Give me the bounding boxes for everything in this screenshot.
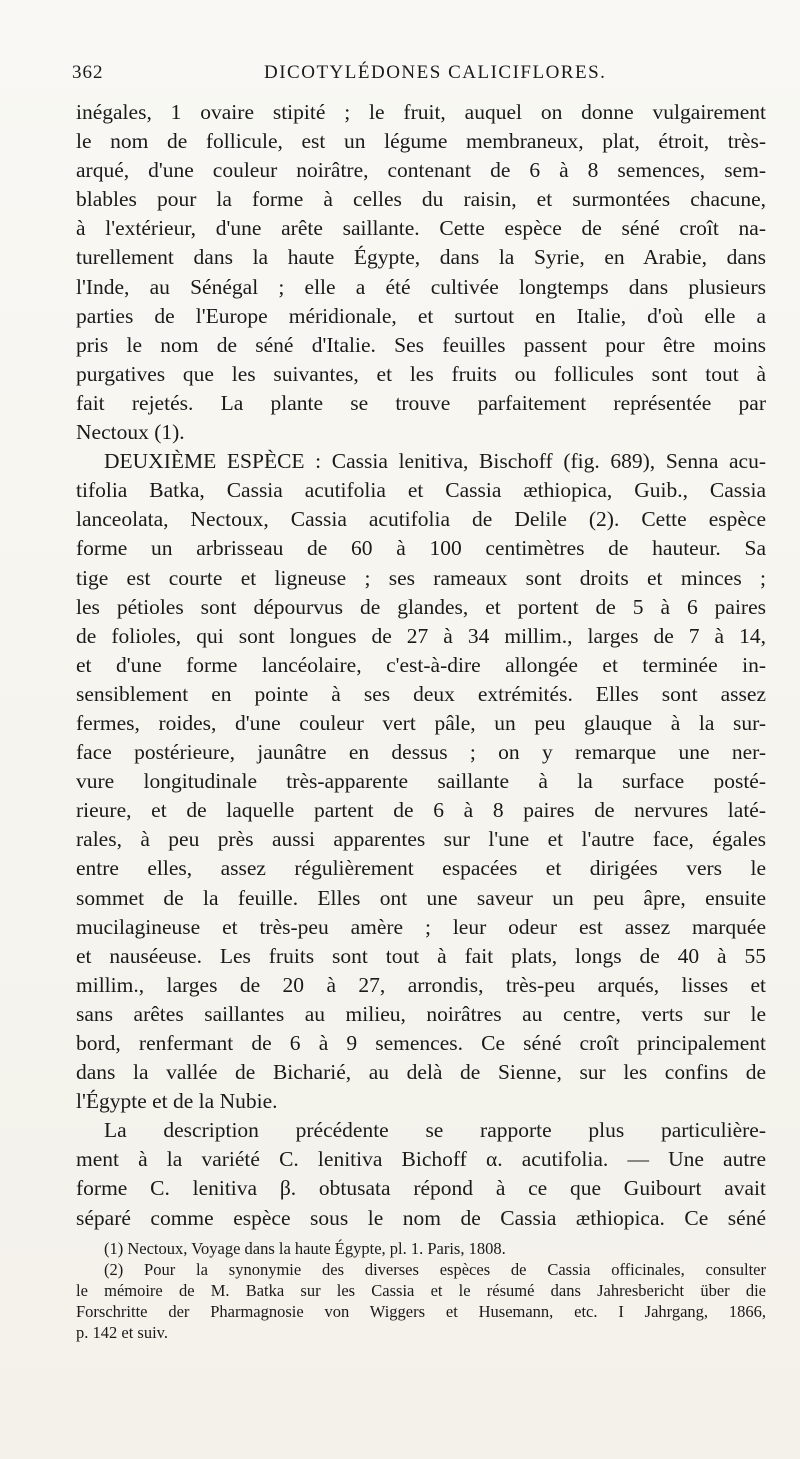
text-line: dans la vallée de Bicharié, au delà de Sienne, sur les confins de <box>76 1060 766 1085</box>
text-line: l'Inde, au Sénégal ; elle a été cultivée longtemps dans plusieurs <box>76 274 766 299</box>
text-line: bord, renfermant de 6 à 9 semences. Ce séné croît principalement <box>76 1031 766 1055</box>
text-line: l'Égypte et de la Nubie. <box>76 1089 278 1114</box>
text-line: rales, à peu près aussi apparentes sur l'une et l'autre face, égales <box>76 827 766 852</box>
text-line: parties de l'Europe méridionale, et surtout en Italie, d'où elle a <box>76 303 766 328</box>
text-line: les pétioles sont dépourvus de glandes, et portent de 5 à 6 paires <box>76 594 766 619</box>
running-title: DICOTYLÉDONES CALICIFLORES. <box>264 62 607 83</box>
text-line: lanceolata, Nectoux, Cassia acutifolia de Delile (2). Cette espèce <box>76 507 766 532</box>
text-line: arqué, d'une couleur noirâtre, contenant de 6 à 8 semences, sem- <box>76 158 766 183</box>
main-text <box>76 98 766 1233</box>
text-line: tifolia Batka, Cassia acutifolia et Cassia æthiopica, Guib., Cassia <box>76 478 766 503</box>
text-line: sensiblement en pointe à ses deux extrémités. Elles sont assez <box>76 681 766 706</box>
footnotes <box>76 1238 766 1343</box>
page-number: 362 <box>72 62 104 83</box>
text-line: DEUXIÈME ESPÈCE : Cassia lenitiva, Bischoff (fig. 689), Senna acu- <box>104 449 766 474</box>
text-line: de folioles, qui sont longues de 27 à 34 millim., larges de 7 à 14, <box>76 623 766 648</box>
text-line: sommet de la feuille. Elles ont une saveur un peu âpre, ensuite <box>76 885 766 910</box>
text-line: sans arêtes saillantes au milieu, noirâtres au centre, verts sur le <box>76 1001 766 1026</box>
running-header <box>72 62 772 88</box>
footnote-line: Forschritte der Pharmagnosie von Wiggers et Husemann, etc. I Jahrgang, 1866, <box>76 1302 766 1321</box>
text-line: face postérieure, jaunâtre en dessus ; on y remarque une ner- <box>76 740 766 765</box>
text-line: entre elles, assez régulièrement espacées et dirigées vers le <box>76 856 766 881</box>
text-line: forme C. lenitiva β. obtusata répond à ce que Guibourt avait <box>76 1176 766 1201</box>
text-line: mucilagineuse et très-peu amère ; leur odeur est assez marquée <box>76 914 766 939</box>
text-line: à l'extérieur, d'une arête saillante. Cette espèce de séné croît na- <box>76 216 766 241</box>
text-line: fait rejetés. La plante se trouve parfaitement représentée par <box>76 390 766 415</box>
footnote-line: (2) Pour la synonymie des diverses espèces de Cassia officinales, consulter <box>104 1260 766 1279</box>
footnote-line: le mémoire de M. Batka sur les Cassia et le résumé dans Jahresbericht über die <box>76 1281 766 1300</box>
text-line: inégales, 1 ovaire stipité ; le fruit, auquel on donne vulgairement <box>76 100 766 124</box>
text-line: La description précédente se rapporte plus particulière- <box>104 1118 766 1143</box>
text-line: blables pour la forme à celles du raisin, et surmontées chacune, <box>76 187 766 212</box>
text-line: vure longitudinale très-apparente saillante à la surface posté- <box>76 769 766 794</box>
text-line: Nectoux (1). <box>76 420 185 445</box>
text-line: purgatives que les suivantes, et les fruits ou follicules sont tout à <box>76 361 766 386</box>
text-line: séparé comme espèce sous le nom de Cassia æthiopica. Ce séné <box>76 1205 766 1230</box>
footnote-line: (1) Nectoux, Voyage dans la haute Égypte, pl. 1. Paris, 1808. <box>104 1239 506 1258</box>
text-line: ment à la variété C. lenitiva Bichoff α. acutifolia. — Une autre <box>76 1147 766 1172</box>
text-line: rieure, et de laquelle partent de 6 à 8 paires de nervures laté- <box>76 798 766 823</box>
text-line: le nom de follicule, est un légume membraneux, plat, étroit, très- <box>76 129 766 154</box>
text-line: tige est courte et ligneuse ; ses rameaux sont droits et minces ; <box>76 565 766 590</box>
text-line: et nauséeuse. Les fruits sont tout à fait plats, longs de 40 à 55 <box>76 943 766 968</box>
text-line: forme un arbrisseau de 60 à 100 centimètres de hauteur. Sa <box>76 536 766 561</box>
text-line: et d'une forme lancéolaire, c'est-à-dire allongée et terminée in- <box>76 652 766 677</box>
text-line: millim., larges de 20 à 27, arrondis, très-peu arqués, lisses et <box>76 972 766 997</box>
text-line: turellement dans la haute Égypte, dans la Syrie, en Arabie, dans <box>76 245 766 270</box>
text-line: pris le nom de séné d'Italie. Ses feuilles passent pour être moins <box>76 332 766 357</box>
text-line: fermes, roides, d'une couleur vert pâle, un peu glauque à la sur- <box>76 710 766 735</box>
footnote-line: p. 142 et suiv. <box>76 1323 168 1342</box>
